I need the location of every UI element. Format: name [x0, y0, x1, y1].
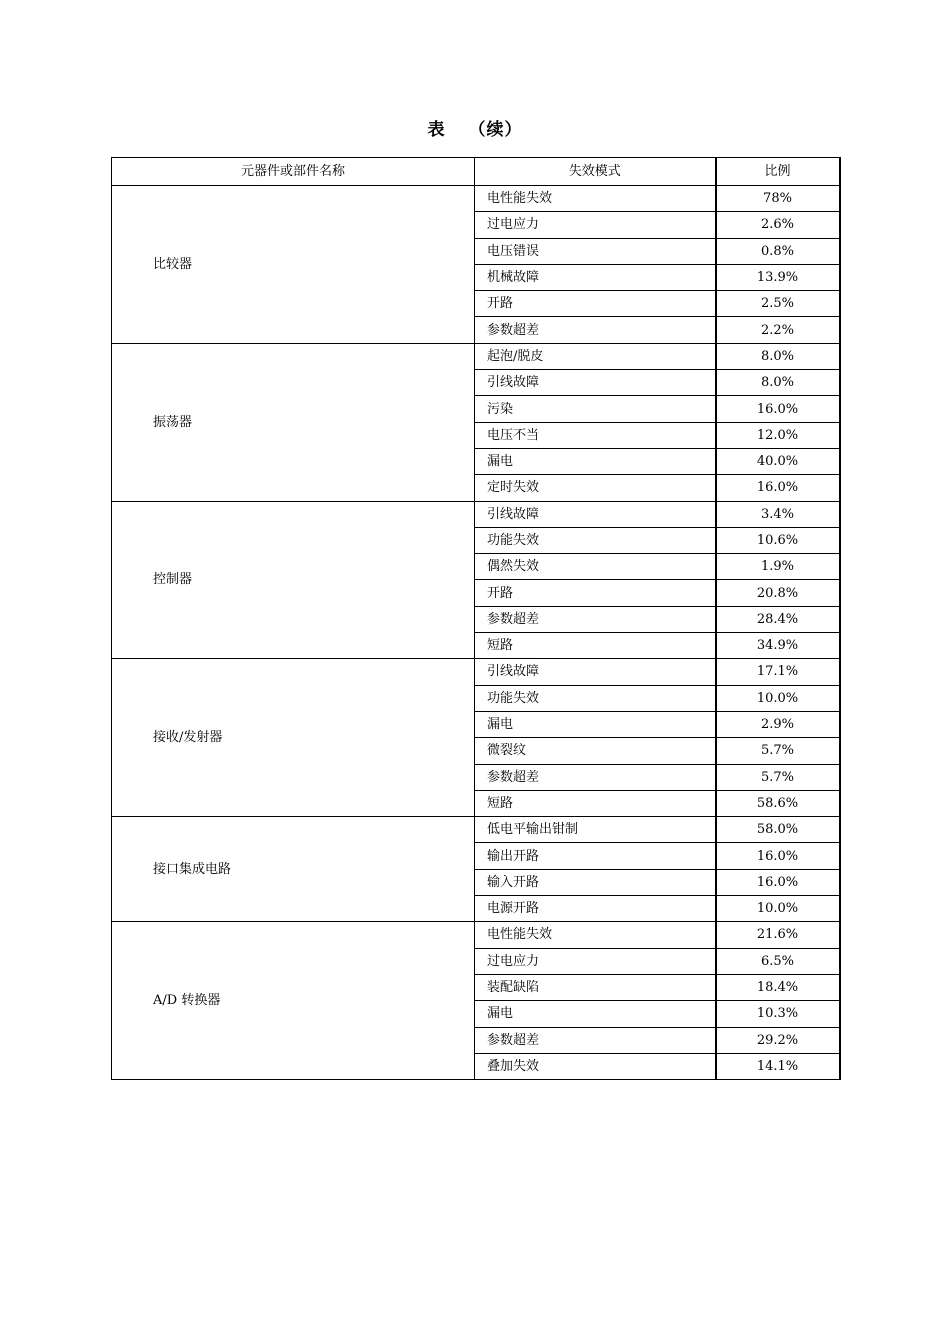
ratio-cell: 58.6%: [716, 790, 840, 816]
ratio-cell: 21.6%: [716, 922, 840, 948]
failure-mode-cell: 引线故障: [475, 370, 716, 396]
failure-mode-cell: 过电应力: [475, 948, 716, 974]
failure-mode-cell: 功能失效: [475, 685, 716, 711]
ratio-cell: 10.3%: [716, 1001, 840, 1027]
component-name-cell: 比较器: [112, 186, 475, 344]
table-row: [112, 817, 840, 843]
failure-mode-cell: 起泡/脱皮: [475, 343, 716, 369]
table-row: [112, 659, 840, 685]
ratio-cell: 16.0%: [716, 869, 840, 895]
component-name-cell: 接口集成电路: [112, 817, 475, 922]
header-component: 元器件或部件名称: [112, 158, 475, 186]
failure-mode-cell: 输出开路: [475, 843, 716, 869]
table-header: [112, 158, 840, 186]
ratio-cell: 14.1%: [716, 1053, 840, 1079]
ratio-cell: 5.7%: [716, 738, 840, 764]
failure-mode-cell: 短路: [475, 633, 716, 659]
ratio-cell: 28.4%: [716, 606, 840, 632]
ratio-cell: 8.0%: [716, 370, 840, 396]
component-name-cell: A/D 转换器: [112, 922, 475, 1080]
ratio-cell: 2.5%: [716, 291, 840, 317]
title-sub: （续）: [468, 120, 523, 140]
failure-mode-cell: 叠加失效: [475, 1053, 716, 1079]
ratio-cell: 58.0%: [716, 817, 840, 843]
failure-mode-cell: 参数超差: [475, 606, 716, 632]
failure-mode-cell: 引线故障: [475, 659, 716, 685]
ratio-cell: 10.0%: [716, 896, 840, 922]
failure-mode-cell: 短路: [475, 790, 716, 816]
failure-mode-cell: 电源开路: [475, 896, 716, 922]
ratio-cell: 78%: [716, 186, 840, 212]
ratio-cell: 12.0%: [716, 422, 840, 448]
failure-mode-cell: 参数超差: [475, 317, 716, 343]
ratio-cell: 16.0%: [716, 843, 840, 869]
ratio-cell: 2.6%: [716, 212, 840, 238]
ratio-cell: 5.7%: [716, 764, 840, 790]
ratio-cell: 10.6%: [716, 527, 840, 553]
ratio-cell: 16.0%: [716, 475, 840, 501]
failure-mode-cell: 电压错误: [475, 238, 716, 264]
failure-mode-cell: 开路: [475, 580, 716, 606]
failure-mode-cell: 输入开路: [475, 869, 716, 895]
failure-mode-cell: 电压不当: [475, 422, 716, 448]
ratio-cell: 1.9%: [716, 554, 840, 580]
ratio-cell: 16.0%: [716, 396, 840, 422]
failure-mode-cell: 功能失效: [475, 527, 716, 553]
table-row: [112, 501, 840, 527]
failure-mode-cell: 电性能失效: [475, 186, 716, 212]
table-row: [112, 343, 840, 369]
failure-mode-cell: 污染: [475, 396, 716, 422]
failure-mode-cell: 装配缺陷: [475, 974, 716, 1000]
failure-mode-cell: 漏电: [475, 1001, 716, 1027]
ratio-cell: 13.9%: [716, 264, 840, 290]
ratio-cell: 6.5%: [716, 948, 840, 974]
ratio-cell: 34.9%: [716, 633, 840, 659]
title-main: 表: [427, 120, 446, 140]
failure-mode-cell: 参数超差: [475, 1027, 716, 1053]
failure-mode-cell: 引线故障: [475, 501, 716, 527]
header-row: [112, 158, 840, 186]
ratio-cell: 40.0%: [716, 448, 840, 474]
ratio-cell: 3.4%: [716, 501, 840, 527]
failure-mode-cell: 过电应力: [475, 212, 716, 238]
ratio-cell: 20.8%: [716, 580, 840, 606]
table-body: [112, 186, 840, 1080]
failure-mode-cell: 偶然失效: [475, 554, 716, 580]
ratio-cell: 2.9%: [716, 711, 840, 737]
ratio-cell: 2.2%: [716, 317, 840, 343]
failure-mode-cell: 机械故障: [475, 264, 716, 290]
failure-mode-cell: 低电平输出钳制: [475, 817, 716, 843]
component-name-cell: 振荡器: [112, 343, 475, 501]
failure-mode-cell: 定时失效: [475, 475, 716, 501]
table-row: [112, 922, 840, 948]
table-row: [112, 186, 840, 212]
failure-mode-cell: 电性能失效: [475, 922, 716, 948]
ratio-cell: 17.1%: [716, 659, 840, 685]
component-name-cell: 接收/发射器: [112, 659, 475, 817]
component-name-cell: 控制器: [112, 501, 475, 659]
header-ratio: 比例: [716, 158, 840, 186]
failure-mode-cell: 开路: [475, 291, 716, 317]
ratio-cell: 0.8%: [716, 238, 840, 264]
ratio-cell: 8.0%: [716, 343, 840, 369]
failure-mode-cell: 漏电: [475, 448, 716, 474]
failure-mode-cell: 参数超差: [475, 764, 716, 790]
header-mode: 失效模式: [475, 158, 716, 186]
ratio-cell: 29.2%: [716, 1027, 840, 1053]
failure-mode-table: [111, 157, 841, 1080]
failure-mode-cell: 微裂纹: [475, 738, 716, 764]
ratio-cell: 10.0%: [716, 685, 840, 711]
failure-mode-cell: 漏电: [475, 711, 716, 737]
ratio-cell: 18.4%: [716, 974, 840, 1000]
page-title: [0, 115, 950, 140]
